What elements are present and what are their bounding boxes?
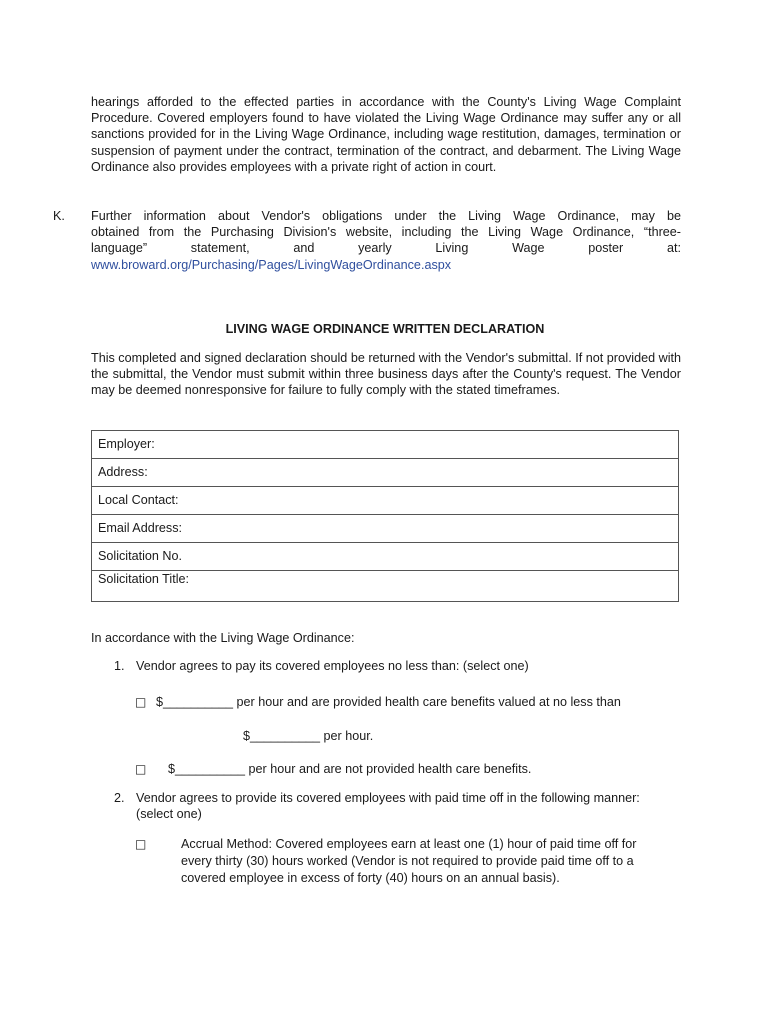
form-row-employer (92, 431, 679, 459)
option-accrual-method-line-1: Accrual Method: Covered employees earn at least one (1) hour of paid time off for (181, 837, 637, 851)
item-k-line-3: language” statement, and yearly Living Wage poster at: (91, 241, 681, 256)
checkbox-hourly-with-benefits[interactable]: □ (135, 695, 147, 709)
declaration-heading: LIVING WAGE ORDINANCE WRITTEN DECLARATION (225, 322, 545, 336)
declaration-instructions: This completed and signed declaration should be returned with the Vendor's submittal. If not provided with the submittal, the Vendor must submit within three business days after the County's request. The Vendor may be deemed nonresponsive for failure to fully comply with the stated timeframes. (91, 351, 681, 398)
checkbox-accrual-method[interactable]: □ (135, 837, 147, 851)
item-k-label: K. (53, 209, 65, 223)
option-accrual-method-line-2: every thirty (30) hours worked (Vendor is not required to provide paid time off to a (181, 854, 634, 868)
local-contact-field[interactable]: Local Contact: (92, 487, 679, 515)
option-hourly-with-benefits-line-2: $__________ per hour. (243, 729, 374, 743)
item-k-line-2: obtained from the Purchasing Division's website, including the Living Wage Ordinance, “three- (91, 225, 681, 240)
item-2-number: 2. (114, 791, 125, 805)
item-k-line-1: Further information about Vendor's obligations under the Living Wage Ordinance, may be (91, 209, 681, 223)
item-k-paragraph (91, 208, 681, 273)
email-address-field[interactable]: Email Address: (92, 515, 679, 543)
option-accrual-method-line-3: covered employee in excess of forty (40) hours on an annual basis). (181, 871, 560, 885)
item-2-text-line-2: (select one) (136, 807, 202, 821)
continued-paragraph: hearings afforded to the effected parties in accordance with the County's Living Wage Complaint Procedure. Covered employers found to have violated the Living Wage Ordinance may suffer any or all sanctions provided for in the Living Wage Ordinance, including wage restitution, damages, termination or suspension of payment under the contract, termination of the contract, and debarment. The Living Wage Ordinance also provides employees with a private right of action in court. (91, 95, 681, 174)
checkbox-hourly-without-benefits[interactable]: □ (135, 762, 147, 776)
employer-field[interactable]: Employer: (92, 431, 679, 459)
solicitation-title-field[interactable]: Solicitation Title: (92, 571, 679, 602)
form-row-address (92, 459, 679, 487)
item-2-text-line-1: Vendor agrees to provide its covered employees with paid time off in the following manner: (136, 791, 640, 805)
form-row-local-contact (92, 487, 679, 515)
option-hourly-without-benefits: $__________ per hour and are not provided health care benefits. (168, 762, 532, 776)
living-wage-link[interactable]: www.broward.org/Purchasing/Pages/LivingWageOrdinance.aspx (91, 257, 452, 272)
item-1-text: Vendor agrees to pay its covered employees no less than: (select one) (136, 659, 529, 673)
solicitation-no-field[interactable]: Solicitation No. (92, 543, 679, 571)
form-row-solicitation-title (92, 571, 679, 602)
address-field[interactable]: Address: (92, 459, 679, 487)
declaration-form-table (91, 430, 679, 602)
option-hourly-with-benefits-line-1: $__________ per hour and are provided health care benefits valued at no less than (156, 695, 621, 709)
form-row-email (92, 515, 679, 543)
intro-text: In accordance with the Living Wage Ordinance: (91, 631, 355, 645)
form-row-solicitation-no (92, 543, 679, 571)
item-1-number: 1. (114, 659, 125, 673)
